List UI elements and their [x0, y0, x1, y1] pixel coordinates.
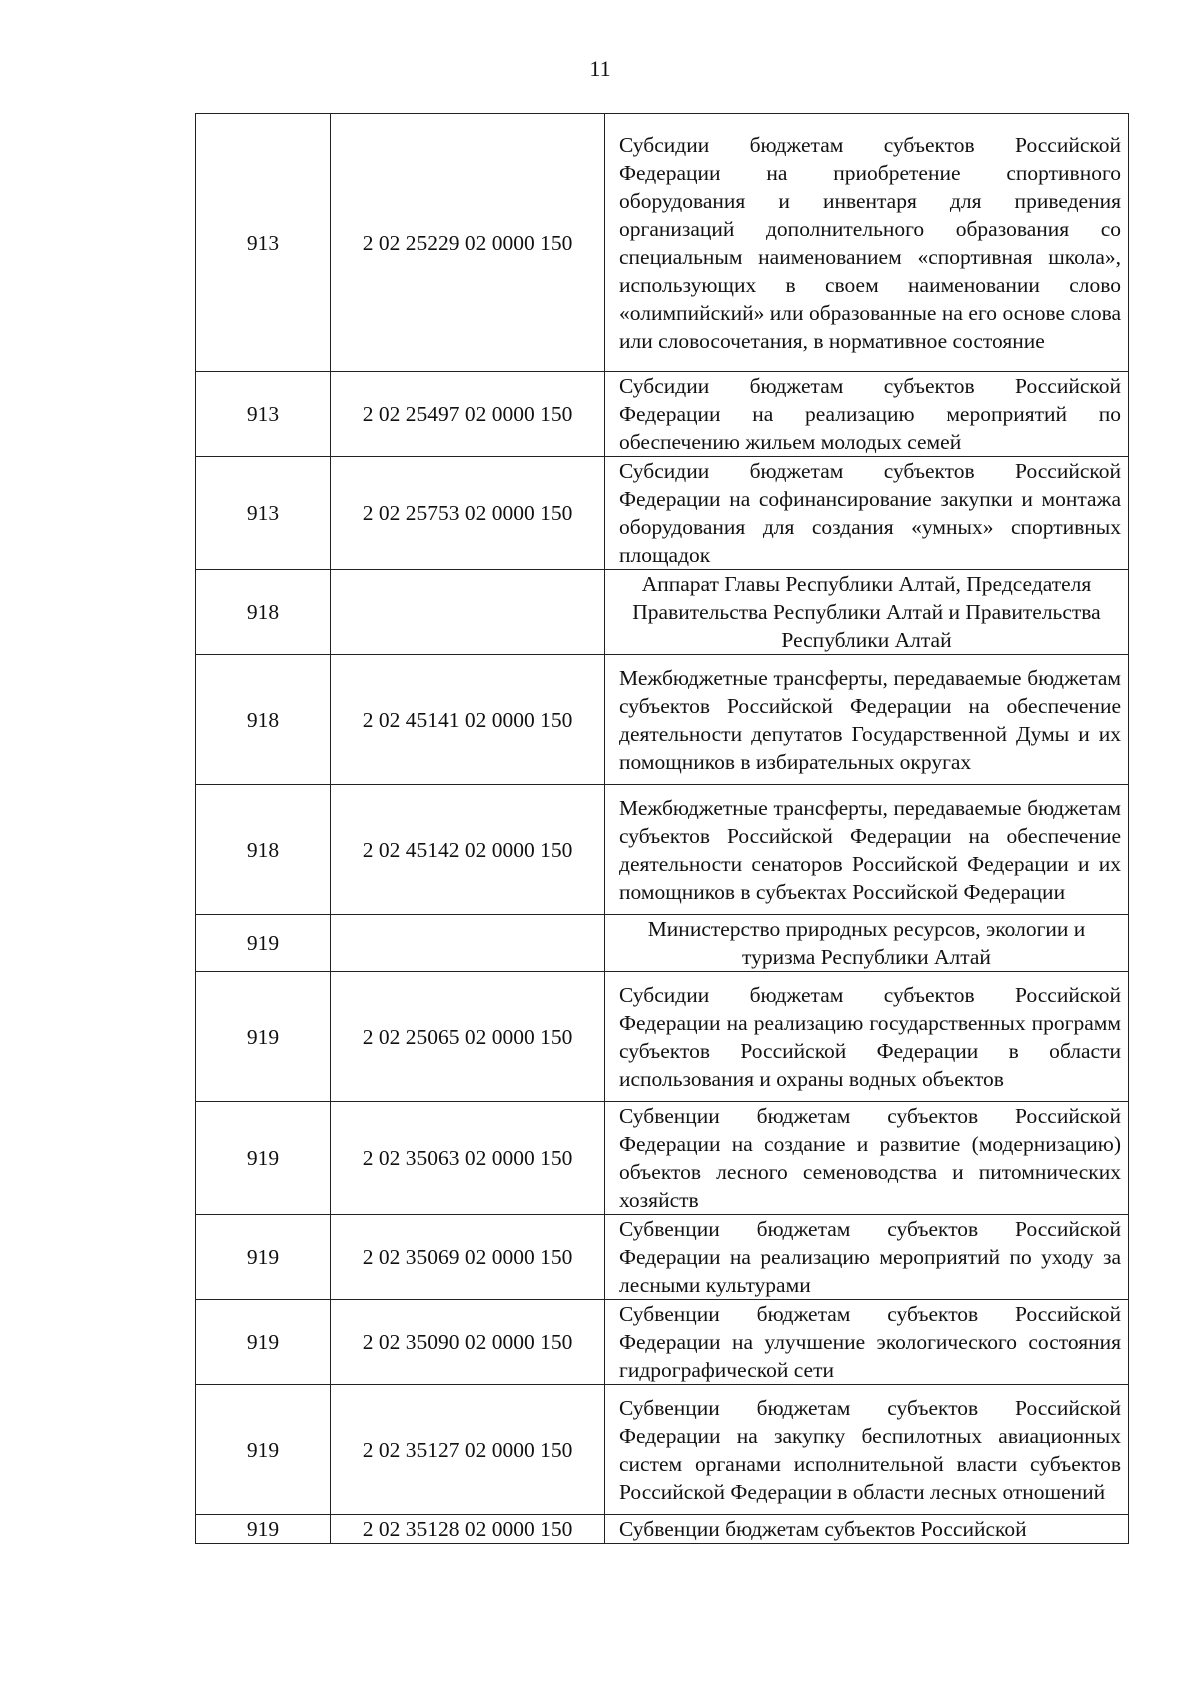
organization-name-cell: Министерство природных ресурсов, экологии и туризма Республики Алтай — [605, 915, 1129, 972]
description-cell: Субвенции бюджетам субъектов Российской — [605, 1515, 1129, 1544]
description-cell: Субвенции бюджетам субъектов Российской Федерации на закупку беспилотных авиационных систем органами исполнительной власти субъектов Российской Федерации в области лесных отношений — [605, 1385, 1129, 1515]
admin-code-cell: 913 — [196, 457, 331, 570]
admin-code-cell: 919 — [196, 915, 331, 972]
description-cell: Субвенции бюджетам субъектов Российской Федерации на создание и развитие (модернизацию) объектов лесного семеноводства и питомнических хозяйств — [605, 1102, 1129, 1215]
budget-code-cell — [331, 915, 605, 972]
budget-code-cell: 2 02 45141 02 0000 150 — [331, 655, 605, 785]
description-cell: Субвенции бюджетам субъектов Российской Федерации на реализацию мероприятий по уходу за лесными культурами — [605, 1215, 1129, 1300]
table-row — [196, 457, 1129, 570]
table-body — [196, 114, 1129, 1544]
table-row — [196, 1515, 1129, 1544]
admin-code-cell: 918 — [196, 655, 331, 785]
admin-code-cell: 913 — [196, 114, 331, 372]
table-row — [196, 972, 1129, 1102]
description-cell: Межбюджетные трансферты, передаваемые бюджетам субъектов Российской Федерации на обеспечение деятельности сенаторов Российской Федерации и их помощников в субъектах Российской Федерации — [605, 785, 1129, 915]
budget-code-cell: 2 02 35090 02 0000 150 — [331, 1300, 605, 1385]
budget-code-cell: 2 02 35127 02 0000 150 — [331, 1385, 605, 1515]
description-cell: Субсидии бюджетам субъектов Российской Федерации на софинансирование закупки и монтажа оборудования для создания «умных» спортивных площадок — [605, 457, 1129, 570]
table-row — [196, 1300, 1129, 1385]
description-cell: Субсидии бюджетам субъектов Российской Федерации на приобретение спортивного оборудования и инвентаря для приведения организаций дополнительного образования со специальным наименованием «спортивная школа», использующих в своем наименовании слово «олимпийский» или образованные на его основе слова или словосочетания, в нормативное состояние — [605, 114, 1129, 372]
table-row — [196, 114, 1129, 372]
page-number: 11 — [589, 56, 611, 81]
admin-code-cell: 918 — [196, 785, 331, 915]
organization-name-cell: Аппарат Главы Республики Алтай, Председателя Правительства Республики Алтай и Правительства Республики Алтай — [605, 570, 1129, 655]
admin-code-cell: 919 — [196, 1102, 331, 1215]
budget-code-cell: 2 02 35069 02 0000 150 — [331, 1215, 605, 1300]
table-row — [196, 1215, 1129, 1300]
budget-code-cell: 2 02 45142 02 0000 150 — [331, 785, 605, 915]
budget-code-cell: 2 02 35128 02 0000 150 — [331, 1515, 605, 1544]
budget-classification-table — [195, 113, 1129, 1544]
budget-code-cell: 2 02 25753 02 0000 150 — [331, 457, 605, 570]
table-row — [196, 570, 1129, 655]
description-cell: Субсидии бюджетам субъектов Российской Федерации на реализацию мероприятий по обеспечению жильем молодых семей — [605, 372, 1129, 457]
admin-code-cell: 919 — [196, 1515, 331, 1544]
budget-code-cell: 2 02 35063 02 0000 150 — [331, 1102, 605, 1215]
table-row — [196, 1102, 1129, 1215]
budget-code-cell: 2 02 25065 02 0000 150 — [331, 972, 605, 1102]
budget-code-cell: 2 02 25497 02 0000 150 — [331, 372, 605, 457]
admin-code-cell: 919 — [196, 972, 331, 1102]
admin-code-cell: 919 — [196, 1300, 331, 1385]
description-cell: Субвенции бюджетам субъектов Российской Федерации на улучшение экологического состояния гидрографической сети — [605, 1300, 1129, 1385]
admin-code-cell: 913 — [196, 372, 331, 457]
table-row — [196, 1385, 1129, 1515]
budget-code-cell: 2 02 25229 02 0000 150 — [331, 114, 605, 372]
admin-code-cell: 919 — [196, 1385, 331, 1515]
admin-code-cell: 918 — [196, 570, 331, 655]
table-row — [196, 372, 1129, 457]
table-row — [196, 915, 1129, 972]
description-cell: Межбюджетные трансферты, передаваемые бюджетам субъектов Российской Федерации на обеспечение деятельности депутатов Государственной Думы и их помощников в избирательных округах — [605, 655, 1129, 785]
budget-code-cell — [331, 570, 605, 655]
table-row — [196, 785, 1129, 915]
table-row — [196, 655, 1129, 785]
description-cell: Субсидии бюджетам субъектов Российской Федерации на реализацию государственных программ субъектов Российской Федерации в области использования и охраны водных объектов — [605, 972, 1129, 1102]
admin-code-cell: 919 — [196, 1215, 331, 1300]
